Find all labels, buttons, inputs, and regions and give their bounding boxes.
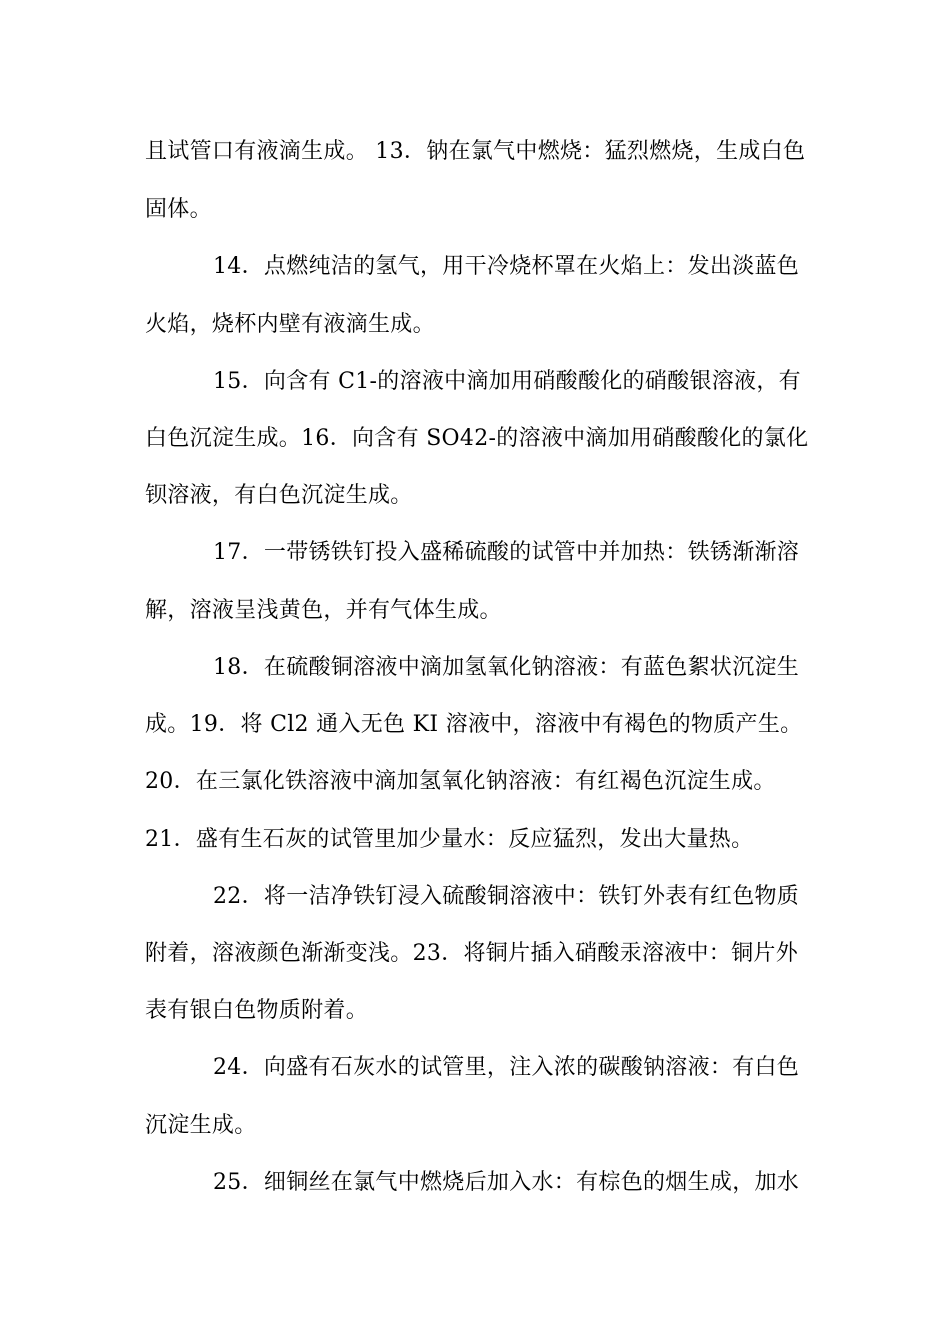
text-line: 沉淀生成。 bbox=[145, 1113, 257, 1138]
text-line: 白色沉淀生成。16．向含有 SO42-的溶液中滴加用硝酸酸化的氯化 bbox=[145, 426, 809, 451]
text-line: 附着，溶液颜色渐渐变浅。23．将铜片插入硝酸汞溶液中：铜片外 bbox=[145, 941, 798, 966]
text-line: 钡溶液，有白色沉淀生成。 bbox=[145, 483, 413, 508]
text-line: 火焰，烧杯内壁有液滴生成。 bbox=[145, 312, 435, 337]
paragraph-start-line: 14．点燃纯洁的氢气，用干冷烧杯罩在火焰上：发出淡蓝色 bbox=[213, 254, 800, 279]
paragraph-start-line: 22．将一洁净铁钉浸入硫酸铜溶液中：铁钉外表有红色物质 bbox=[213, 884, 800, 909]
paragraph-start-line: 18．在硫酸铜溶液中滴加氢氧化钠溶液：有蓝色絮状沉淀生 bbox=[213, 655, 800, 680]
paragraph-start-line: 24．向盛有石灰水的试管里，注入浓的碳酸钠溶液：有白色 bbox=[213, 1055, 800, 1080]
paragraph-start-line: 25．细铜丝在氯气中燃烧后加入水：有棕色的烟生成，加水 bbox=[213, 1170, 800, 1195]
text-line: 固体。 bbox=[145, 197, 212, 222]
text-line: 且试管口有液滴生成。 13．钠在氯气中燃烧：猛烈燃烧，生成白色 bbox=[145, 139, 806, 164]
text-line: 21．盛有生石灰的试管里加少量水：反应猛烈，发出大量热。 bbox=[145, 827, 754, 852]
text-line: 表有银白色物质附着。 bbox=[145, 998, 369, 1023]
text-line: 20．在三氯化铁溶液中滴加氢氧化钠溶液：有红褐色沉淀生成。 bbox=[145, 769, 776, 794]
text-line: 成。19．将 Cl2 通入无色 KI 溶液中，溶液中有褐色的物质产生。 bbox=[145, 712, 803, 737]
paragraph-start-line: 17．一带锈铁钉投入盛稀硫酸的试管中并加热：铁锈渐渐溶 bbox=[213, 540, 800, 565]
text-line: 解，溶液呈浅黄色，并有气体生成。 bbox=[145, 598, 502, 623]
paragraph-start-line: 15．向含有 C1-的溶液中滴加用硝酸酸化的硝酸银溶液，有 bbox=[213, 369, 801, 394]
